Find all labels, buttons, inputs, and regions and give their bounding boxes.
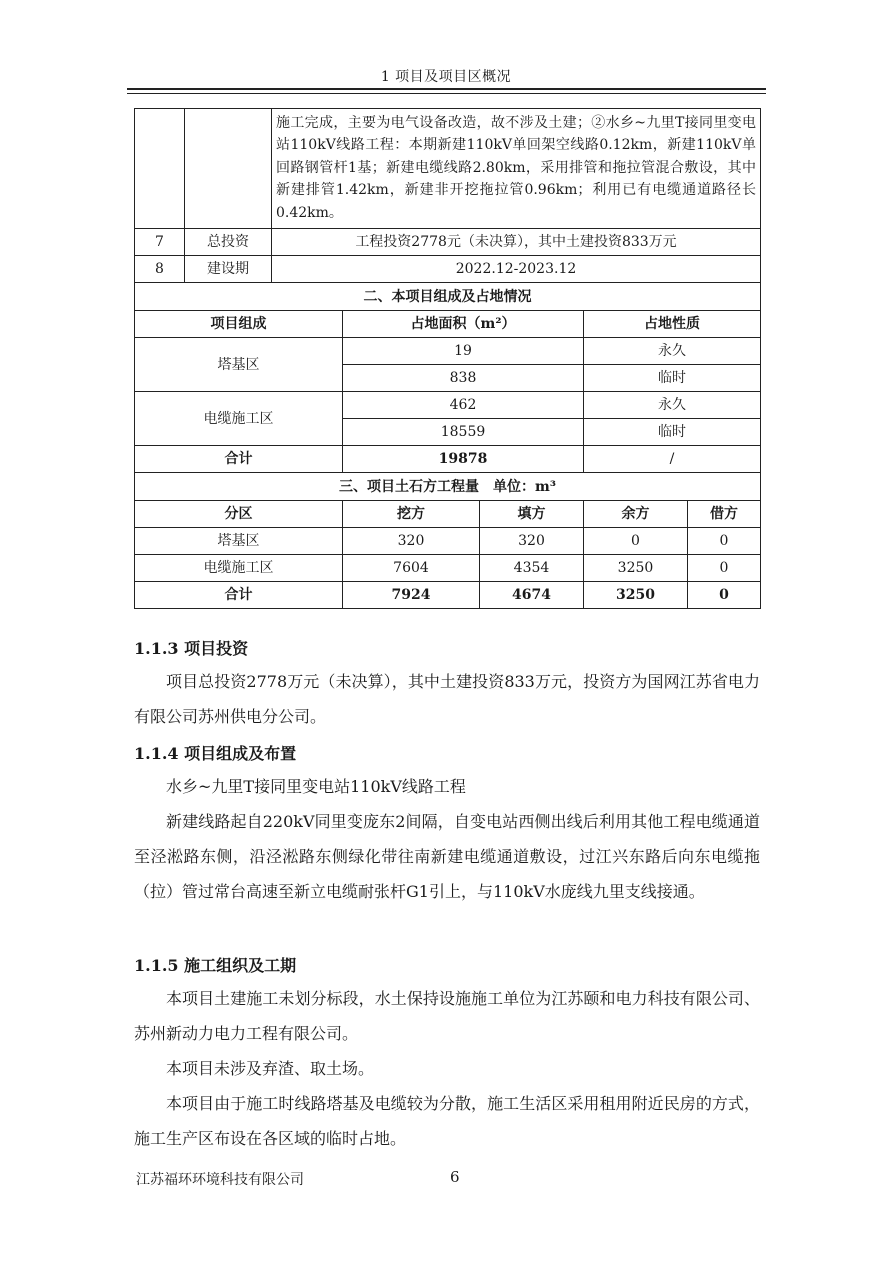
area-value: 462 [343, 392, 584, 419]
paragraph: 项目总投资2778万元（未决算），其中土建投资833万元，投资方为国网江苏省电力有限公司苏州供电分公司。 [134, 672, 760, 726]
section-header-row [135, 473, 761, 501]
column-header: 占地面积（m²） [343, 311, 584, 338]
column-header: 借方 [688, 501, 761, 528]
total-type: / [584, 446, 761, 473]
table-row [135, 555, 761, 582]
paragraph: 本项目土建施工未划分标段，水土保持设施施工单位为江苏颐和电力科技有限公司、苏州新动力电力工程有限公司。 [134, 989, 760, 1043]
table-cell [185, 109, 272, 229]
table-cell [135, 109, 185, 229]
total-cell: 4674 [480, 582, 584, 609]
table-cell: 320 [480, 528, 584, 555]
column-header: 分区 [135, 501, 343, 528]
area-name: 塔基区 [135, 338, 343, 392]
table-cell: 320 [343, 528, 480, 555]
column-header: 占地性质 [584, 311, 761, 338]
header-rule-thin [127, 93, 766, 94]
section-heading-1-1-3: 1.1.3 项目投资 [134, 639, 249, 658]
footer-company: 江苏福环环境科技有限公司 [136, 1172, 304, 1188]
total-cell: 7924 [343, 582, 480, 609]
area-value: 18559 [343, 419, 584, 446]
land-type: 临时 [584, 365, 761, 392]
row-label: 建设期 [185, 256, 272, 283]
column-header: 挖方 [343, 501, 480, 528]
row-label: 总投资 [185, 229, 272, 256]
page-number: 6 [450, 1168, 460, 1186]
area-name: 电缆施工区 [135, 392, 343, 446]
section2-title: 二、本项目组成及占地情况 [135, 283, 761, 311]
running-header: 1 项目及项目区概况 [380, 69, 512, 85]
land-type: 永久 [584, 392, 761, 419]
column-header: 项目组成 [135, 311, 343, 338]
section3-title: 三、项目土石方工程量 单位：m³ [135, 473, 761, 501]
table-cell: 3250 [584, 555, 688, 582]
total-area: 19878 [343, 446, 584, 473]
table-row [135, 392, 761, 419]
land-type: 永久 [584, 338, 761, 365]
paragraph: 水乡~九里T接同里变电站110kV线路工程 [166, 777, 466, 796]
row-number: 8 [135, 256, 185, 283]
total-label: 合计 [135, 582, 343, 609]
area-value: 19 [343, 338, 584, 365]
paragraph: 本项目未涉及弃渣、取土场。 [166, 1059, 375, 1078]
section-heading-1-1-5: 1.1.5 施工组织及工期 [134, 956, 297, 975]
zone-name: 电缆施工区 [135, 555, 343, 582]
period-value: 2022.12-2023.12 [272, 256, 761, 283]
paragraph: 新建线路起自220kV同里变庞东2间隔，自变电站西侧出线后利用其他工程电缆通道至泾淞路东侧，沿泾淞路东侧绿化带往南新建电缆通道敷设，过江兴东路后向东电缆拖（拉）管过常台高速至新立电缆耐张杆G1引上，与110kV水庞线九里支线接通。 [134, 812, 760, 901]
column-header: 填方 [480, 501, 584, 528]
table-total-row [135, 582, 761, 609]
land-type: 临时 [584, 419, 761, 446]
table-cell: 7604 [343, 555, 480, 582]
table-total-row [135, 446, 761, 473]
row-number: 7 [135, 229, 185, 256]
total-cell: 0 [688, 582, 761, 609]
zone-name: 塔基区 [135, 528, 343, 555]
table-cell: 0 [688, 555, 761, 582]
table-header-row [135, 311, 761, 338]
table-row-period [135, 256, 761, 283]
table-header-row [135, 501, 761, 528]
column-header: 余方 [584, 501, 688, 528]
table-row-investment [135, 229, 761, 256]
paragraph: 本项目由于施工时线路塔基及电缆较为分散，施工生活区采用租用附近民房的方式，施工生产区布设在各区域的临时占地。 [134, 1094, 760, 1148]
table-row [135, 528, 761, 555]
section-heading-1-1-4: 1.1.4 项目组成及布置 [134, 744, 297, 763]
investment-value: 工程投资2778元（未决算），其中土建投资833万元 [272, 229, 761, 256]
total-cell: 3250 [584, 582, 688, 609]
header-rule-thick [127, 88, 766, 90]
construction-description: 施工完成，主要为电气设备改造，故不涉及土建；②水乡~九里T接同里变电站110kV线路工程：本期新建110kV单回架空线路0.12km，新建110kV单回路钢管杆1基；新建电缆线路2.80km，采用排管和拖拉管混合敷设，其中新建排管1.42km，新建非开挖拖拉管0.96km；利用已有电缆通道路径长0.42km。 [272, 109, 761, 229]
table-cell: 0 [688, 528, 761, 555]
total-label: 合计 [135, 446, 343, 473]
section-header-row [135, 283, 761, 311]
project-table [134, 108, 761, 609]
table-cell: 4354 [480, 555, 584, 582]
table-row-continued [135, 109, 761, 229]
table-row [135, 338, 761, 365]
area-value: 838 [343, 365, 584, 392]
table-cell: 0 [584, 528, 688, 555]
